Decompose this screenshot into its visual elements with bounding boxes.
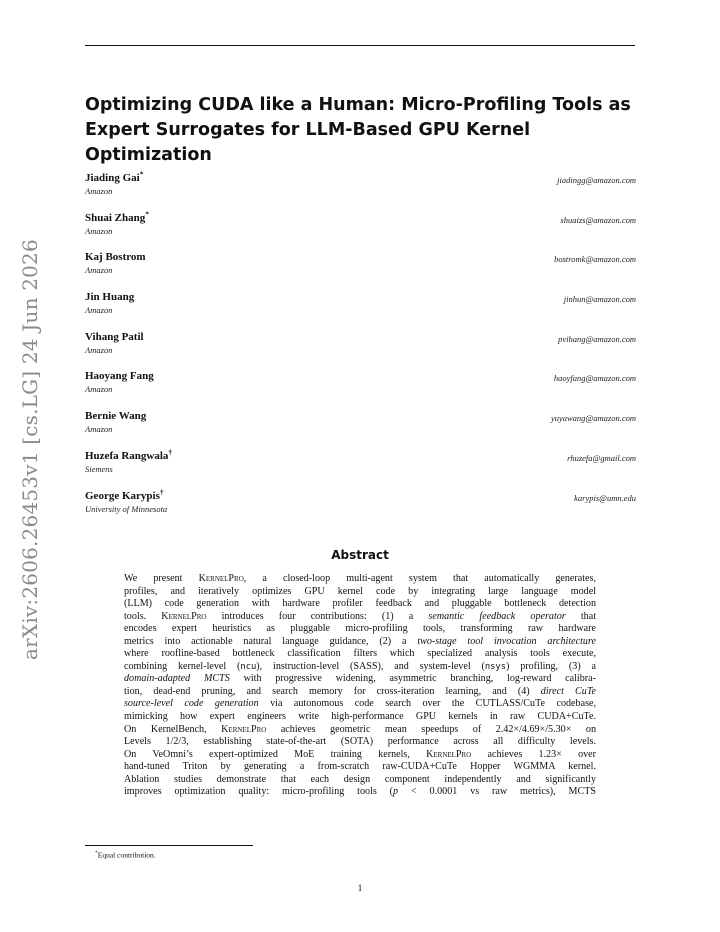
- author-email: haoyfang@amazon.com: [553, 373, 636, 384]
- author-affiliation: University of Minnesota: [85, 503, 168, 514]
- footnote-mark: *: [95, 850, 98, 856]
- author-footnote-mark: †: [159, 486, 164, 496]
- author-name: Kaj Bostrom: [85, 251, 146, 264]
- author-entry: [85, 447, 636, 490]
- author-affiliation: Siemens: [85, 463, 113, 474]
- author-email: karypis@umn.edu: [574, 492, 636, 503]
- author-name: Jin Huang: [85, 291, 135, 304]
- author-footnote-mark: †: [168, 447, 173, 457]
- author-affiliation: Amazon: [85, 344, 113, 355]
- author-footnote-mark: *: [139, 169, 144, 179]
- author-name: Haoyang Fang: [85, 370, 154, 383]
- abstract-line: improves optimization quality: micro-profiling tools (p < 0.0001 vs raw metrics), MCTS: [124, 786, 597, 798]
- footnote: [95, 850, 156, 860]
- author-email: jiadingg@amazon.com: [557, 175, 636, 185]
- paper-title: [85, 93, 645, 168]
- author-email: rhuzefa@gmail.com: [567, 452, 636, 463]
- abstract-line: tion, dead-end pruning, and search memory for cross-iteration learning, and (4) direct CuTe: [124, 685, 596, 697]
- author-entry: [85, 410, 636, 450]
- author-entry: [85, 291, 636, 331]
- author-name: Jiading Gai*: [85, 169, 144, 184]
- author-affiliation: Amazon: [85, 186, 113, 196]
- arxiv-identifier-watermark: arXiv:2606.26453v1 [cs.LG] 24 Jun 2026: [18, 239, 42, 660]
- author-name: George Karypis†: [85, 486, 164, 502]
- abstract-body: [124, 573, 596, 799]
- abstract-line: combining kernel-level (ncu), instruction-level (SASS), and system-level (nsys) profiling, (3) a: [124, 660, 596, 672]
- author-affiliation: Amazon: [85, 305, 113, 316]
- footnote-text: Equal contribution.: [97, 850, 156, 860]
- author-email: yuyawang@amazon.com: [550, 413, 636, 424]
- title-top-rule: [85, 45, 635, 46]
- author-name: Huzefa Rangwala†: [85, 447, 173, 462]
- author-list: [85, 169, 636, 529]
- abstract-line: profiles, and iteratively optimizes GPU kernel code by integrating large language model: [124, 585, 596, 597]
- abstract-line: metrics into actionable natural language guidance, (2) a two-stage tool invocation architecture: [124, 635, 596, 647]
- author-entry: [85, 169, 636, 212]
- abstract-line: tools. KernelPro introduces four contributions: (1) a semantic feedback operator that: [124, 610, 596, 622]
- author-affiliation: Amazon: [85, 424, 113, 435]
- author-affiliation: Amazon: [85, 265, 113, 276]
- author-name: Shuai Zhang*: [85, 209, 149, 224]
- abstract-line: domain-adapted MCTS with progressive widening, asymmetric branching, log-reward calibra-: [124, 673, 596, 685]
- author-entry: [85, 209, 636, 252]
- author-footnote-mark: *: [145, 209, 149, 219]
- author-email: pvihang@amazon.com: [558, 333, 636, 344]
- abstract-line: On KernelBench, KernelPro achieves geometric mean speedups of 2.42×/4.69×/5.30× on: [124, 723, 596, 735]
- abstract-line: Ablation studies demonstrate that each design component independently and significantly: [124, 773, 596, 785]
- author-name: Vihang Patil: [85, 330, 144, 343]
- paper-title-line-1: Optimizing CUDA like a Human: Micro-Profiling Tools as: [85, 95, 631, 115]
- author-entry: [85, 331, 636, 371]
- abstract-line: where roofline-based bottleneck classification filters which specialized analysis tools execute,: [124, 648, 596, 660]
- abstract-line: mimicking how expert engineers write high-performance GPU kernels in raw CUDA+CuTe.: [124, 711, 596, 723]
- author-entry: [85, 486, 636, 530]
- author-email: bostromk@amazon.com: [554, 254, 636, 265]
- author-email: shuaizs@amazon.com: [560, 214, 636, 225]
- abstract-line: On VeOmni’s expert-optimized MoE training kernels, KernelPro achieves 1.23× over: [124, 748, 596, 760]
- author-entry: [85, 251, 636, 291]
- abstract-line: We present KernelPro, a closed-loop multi-agent system that automatically generates,: [124, 573, 596, 584]
- abstract-line: encodes expert heuristics as pluggable micro-profiling tools, transforming raw hardware: [124, 623, 596, 635]
- author-affiliation: Amazon: [85, 225, 113, 236]
- footnote-rule: [85, 845, 253, 846]
- page-number: 1: [357, 884, 363, 894]
- abstract-heading: Abstract: [331, 548, 389, 562]
- author-email: jinhun@amazon.com: [563, 294, 636, 305]
- author-entry: [85, 370, 636, 410]
- author-affiliation: Amazon: [85, 384, 113, 395]
- abstract-line: hand-tuned Triton by generating a from-scratch raw-CUDA+CuTe Hopper WGMMA kernel.: [124, 761, 596, 773]
- abstract-line: source-level code generation via autonomous code search over the CUTLASS/CuTe codebase,: [124, 698, 596, 710]
- abstract-line: (LLM) code generation with hardware profiler feedback and pluggable bottleneck detection: [124, 598, 596, 610]
- author-name: Bernie Wang: [85, 410, 147, 423]
- paper-title-line-2: Expert Surrogates for LLM-Based GPU Kernel Optimization: [85, 120, 531, 165]
- abstract-line: Levels 1/2/3, establishing state-of-the-art (SOTA) performance across all difficulty levels.: [124, 736, 596, 748]
